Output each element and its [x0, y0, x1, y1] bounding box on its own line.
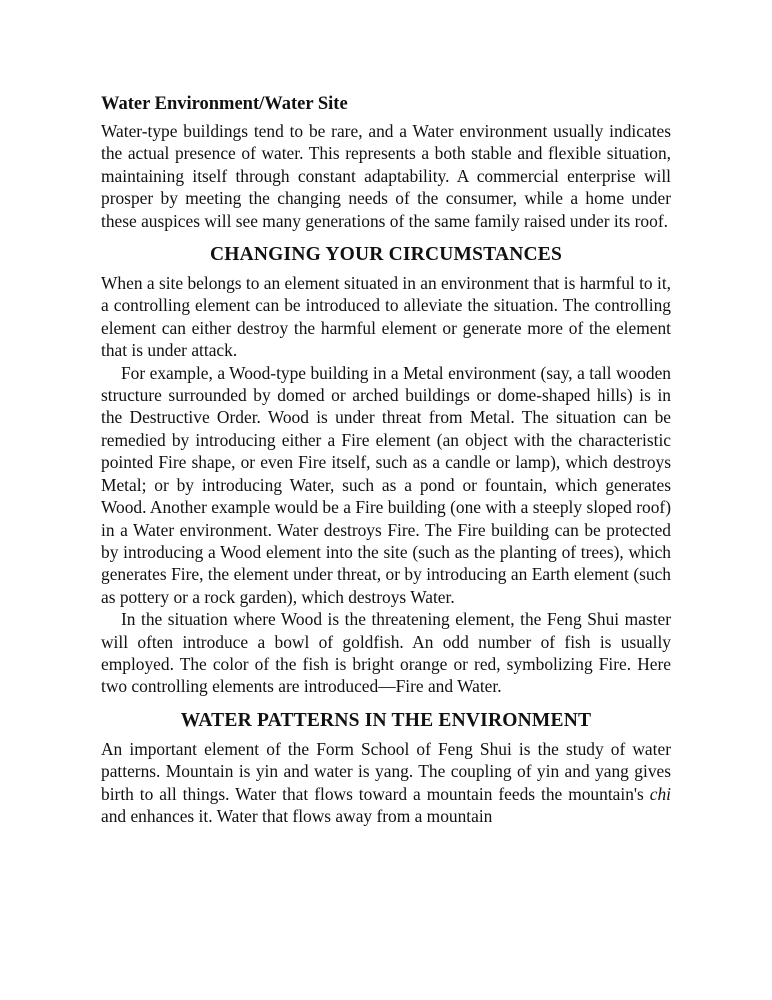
water-site-heading: Water Environment/Water Site: [101, 94, 348, 114]
changing-paragraph-3: In the situation where Wood is the threatening element, the Feng Shui master will often introduce a bowl of goldfish. An odd number of fish is usually employed. The color of the fish is bright orange or red, symbolizing Fire. Here two controlling elements are introduced—Fire and Water.: [101, 609, 671, 697]
changing-paragraph-1: When a site belongs to an element situated in an environment that is harmful to it, a controlling element can be introduced to alleviate the situation. The controlling element can either destroy the harmful element or generate more of the element that is under attack.: [101, 273, 671, 361]
water-patterns-text-start: An important element of the Form School of Feng Shui is the study of water patterns. Mountain is yin and water is yang. The coupling of yin and yang gives birth to all things. Water that flows toward a mountain feeds the mountain's: [101, 738, 671, 804]
water-patterns-text-end: and enhances it. Water that flows away from a mountain: [101, 805, 493, 826]
changing-circumstances-heading: CHANGING YOUR CIRCUMSTANCES: [209, 244, 563, 266]
chi-term: chi: [649, 783, 671, 804]
water-patterns-heading: WATER PATTERNS IN THE ENVIRONMENT: [180, 709, 592, 731]
water-site-paragraph: Water-type buildings tend to be rare, and a Water environment usually indicates the actual presence of water. This represents a both stable and flexible situation, maintaining itself through constant adaptability. A commercial enterprise will prosper by meeting the changing needs of the consumer, while a home under these auspices will see many generations of the same family raised under its roof.: [101, 121, 671, 231]
water-patterns-paragraph: [101, 738, 671, 828]
changing-paragraph-2: For example, a Wood-type building in a Metal environment (say, a tall wooden structure surrounded by domed or arched buildings or dome-shaped hills) is in the Destructive Order. Wood is under threat from Metal. The situation can be remedied by introducing either a Fire element (an object with the characteristic pointed Fire shape, or even Fire itself, such as a candle or lamp), which destroys Metal; or by introducing Water, such as a pond or fountain, which generates Wood. Another example would be a Fire building (one with a steeply sloped roof) in a Water environment. Water destroys Fire. The Fire building can be protected by introducing a Wood element into the site (such as the planting of trees), which generates Fire, the element under threat, or by introducing an Earth element (such as pottery or a rock garden), which destroys Water.: [101, 362, 671, 607]
page-body: [101, 92, 671, 827]
